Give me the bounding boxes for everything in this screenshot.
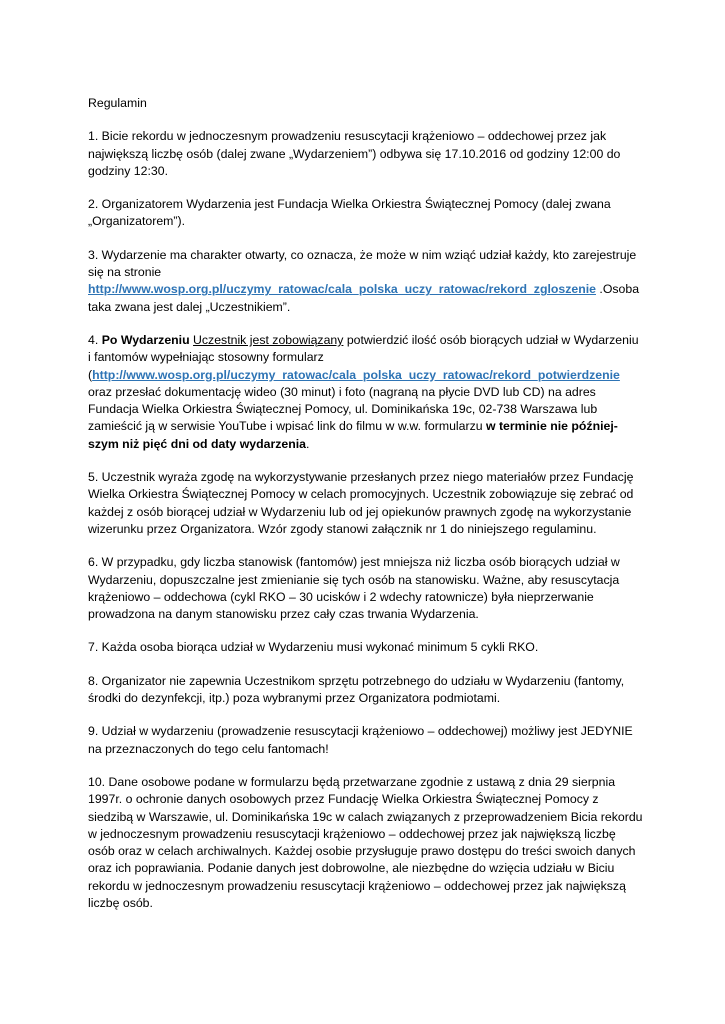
paragraph-10: 10. Dane osobowe podane w formularzu będą przetwarzane zgodnie z ustawą z dnia 29 sierpnia 1997r. o ochronie danych osobowych przez Fundację Wielka Orkiestra Świątecznej Pomocy z siedzibą w Warszawie, ul. Dominikańska 19c w calach związanych z przeprowadzeniem Bicia rekordu w jednoczesnym prowadzeniu resuscytacji krążeniowo – oddechowej przez jak największą liczbę osób oraz w celach archiwalnych. Każdej osobie przysługuje prawo dostępu do treści swoich danych oraz ich poprawiania. Podanie danych jest dobrowolne, ale niezbędne do wzięcia udziału w Biciu rekordu w jednoczesnym prowadzeniu resuscytacji krążeniowo – oddechowej przez jak największą liczbę osób. (88, 774, 643, 910)
confirmation-link[interactable]: http://www.wosp.org.pl/uczymy_ratowac/cala_polska_uczy_ratowac/rekord_potwierdzenie (92, 367, 620, 382)
paragraph-6: 6. W przypadku, gdy liczba stanowisk (fantomów) jest mniejsza niż liczba osób biorących udział w Wydarzeniu, dopuszczalne jest zmienianie się tych osób na stanowisku. Ważne, aby resuscytacja krążeniowo – oddechowa (cykl RKO – 30 ucisków i 2 wdechy ratownicze) była nieprzerwanie prowadzona na danym stanowisku przez cały czas trwania Wydarzenia. (88, 555, 620, 622)
paragraph-3 (88, 247, 644, 316)
paragraph-3-text-before: 3. Wydarzenie ma charakter otwarty, co oznacza, że może w nim wziąć udział każdy, kto zarejestruje się na stronie (88, 247, 637, 280)
paragraph-4-bold-lead: Po Wydarzeniu (101, 332, 190, 347)
paragraph-2: 2. Organizatorem Wydarzenia jest Fundacja Wielka Orkiestra Świątecznej Pomocy (dalej zwana „Organizatorem”). (88, 197, 611, 229)
paragraph-8: 8. Organizator nie zapewnia Uczestnikom sprzętu potrzebnego do udziału w Wydarzeniu (fantomy, środki do dezynfekcji, itp.) poza wybranymi przez Organizatora podmiotami. (88, 673, 625, 706)
paragraph-9: 9. Udział w wydarzeniu (prowadzenie resuscytacji krążeniowo – oddechowej) możliwy jest JEDYNIE na przeznaczonych do tego celu fantomach! (88, 724, 633, 756)
paragraph-4 (88, 332, 644, 453)
paragraph-5: 5. Uczestnik wyraża zgodę na wykorzystywanie przesłanych przez niego materiałów przez Fundację Wielka Orkiestra Świątecznej Pomocy w celach promocyjnych. Uczestnik zobowiązuje się zebrać od każdej z osób biorącej udział w Wydarzeniu lub od jej opiekunów prawnych zgodę na wykorzystanie wizerunku przez Organizatora. Wzór zgody stanowi załącznik nr 1 do niniejszego regulaminu. (88, 470, 634, 536)
registration-link[interactable]: http://www.wosp.org.pl/uczymy_ratowac/cala_polska_uczy_ratowac/rekord_zgloszenie (88, 282, 596, 297)
paragraph-4-deadline: w terminie nie późniejszym niż pięć dni od daty wydarzenia (88, 419, 618, 451)
paragraph-4-dot: . (305, 436, 310, 451)
paragraph-3-text-after: .Osoba taka zwana jest dalej „Uczestnikiem”. (88, 282, 640, 314)
paragraph-4-underlined: Uczestnik jest zobowiązany (193, 332, 344, 347)
paragraph-1: 1. Bicie rekordu w jednoczesnym prowadzeniu resuscytacji krążeniowo – oddechowej przez jak największą liczbę osób (dalej zwane „Wydarzeniem”) odbywa się 17.10.2016 od godziny 12:00 do godziny 12:30. (88, 129, 621, 178)
paragraph-4-number: 4. (88, 332, 102, 347)
paragraph-4-text-1: potwierdzić ilość osób biorących udział w Wydarzeniu i fantomów wypełniając stosowny formularz ( (88, 332, 639, 382)
paragraph-4-text-2: oraz przesłać dokumentację wideo (30 minut) i foto (nagraną na płycie DVD lub CD) na adres Fundacja Wielka Orkiestra Świątecznej Pomocy, ul. Dominikańska 19c, 02-738 Warszawa lub zamieścić ją w serwisie YouTube i wpisać link do filmu w w.w. formularzu (88, 384, 598, 434)
document-page (88, 95, 644, 928)
document-title: Regulamin (88, 96, 147, 110)
paragraph-7: 7. Każda osoba biorąca udział w Wydarzeniu musi wykonać minimum 5 cykli RKO. (88, 640, 539, 655)
